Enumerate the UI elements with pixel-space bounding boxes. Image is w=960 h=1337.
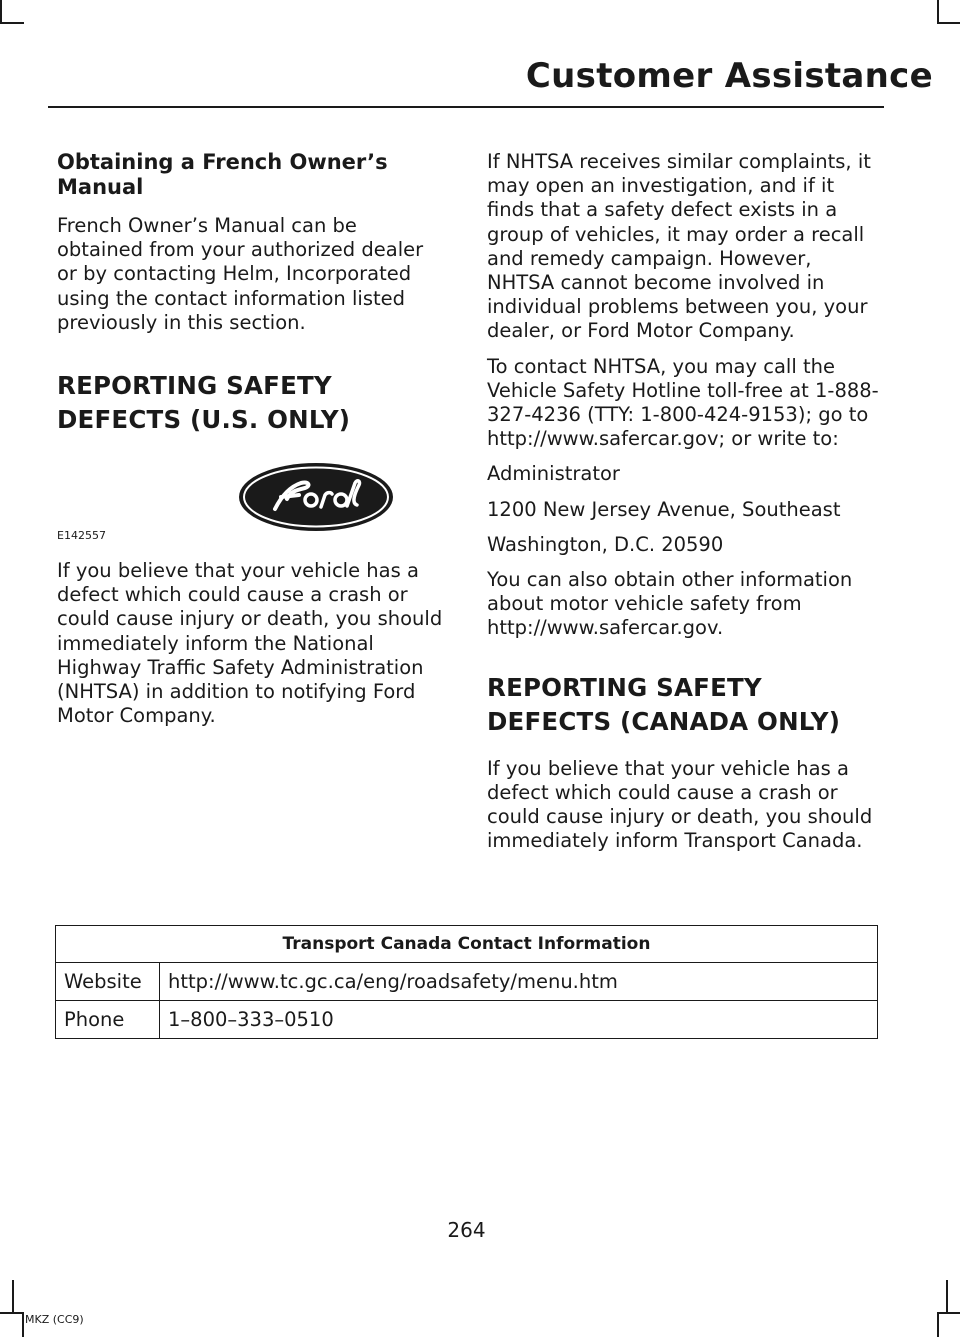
ford-oval-logo-icon xyxy=(237,461,395,533)
table-row xyxy=(56,1001,878,1039)
footer-model-code: MKZ (CC9) xyxy=(25,1313,84,1326)
nhtsa-body: If NHTSA receives similar complaints, it may open an investigation, and if it finds that a safety defect exists in a group of vehicles, it may order a recall and remedy campaign. However, NHTSA cannot become involved in individual problems between you, your dealer, or Ford Motor Company. xyxy=(487,150,871,343)
table-title: Transport Canada Contact Information xyxy=(56,926,878,963)
french-manual-body: French Owner’s Manual can be obtained from your authorized dealer or by contacting Helm, Incorporated using the contact information listed previously in this section. xyxy=(57,214,424,334)
canada-defects-body: If you believe that your vehicle has a defect which could cause a crash or could cause injury or death, you should immediately inform Transport Canada. xyxy=(487,756,873,853)
crop-mark xyxy=(0,0,2,24)
french-manual-heading: Obtaining a French Owner’s Manual xyxy=(57,150,388,199)
crop-mark xyxy=(22,1312,24,1337)
website-label: Website xyxy=(56,963,160,1001)
us-defects-body: If you believe that your vehicle has a defect which could cause a crash or could cause injury or death, you should immediately inform the National Highway Traffic Safety Administration (NHTSA) in addition to notifying Ford Motor Company. xyxy=(57,559,443,728)
address-line-1: Administrator xyxy=(487,462,620,486)
crop-mark xyxy=(12,1280,14,1314)
transport-canada-contact-table xyxy=(55,925,878,1039)
address-line-2: 1200 New Jersey Avenue, Southeast xyxy=(487,497,841,521)
address-line-3: Washington, D.C. 20590 xyxy=(487,532,724,556)
table-header-row xyxy=(56,926,878,963)
canada-defects-heading-line1: REPORTING SAFETY xyxy=(487,672,762,702)
phone-value: 1–800–333–0510 xyxy=(160,1001,878,1039)
canada-defects-heading-line2: DEFECTS (CANADA ONLY) xyxy=(487,706,841,736)
crop-mark xyxy=(937,0,939,24)
ford-logo-figure xyxy=(57,449,449,541)
left-column xyxy=(57,150,449,739)
page-title: Customer Assistance xyxy=(525,56,933,96)
crop-mark xyxy=(937,1312,960,1314)
crop-mark xyxy=(0,22,24,24)
header-rule xyxy=(48,106,884,108)
figure-code: E142557 xyxy=(57,529,106,543)
canada-defects-section xyxy=(487,671,879,739)
page-number: 264 xyxy=(447,1218,486,1242)
table-row xyxy=(56,963,878,1001)
safety-info-body: You can also obtain other information about motor vehicle safety from http://www.safercar.gov. xyxy=(487,568,853,640)
crop-mark xyxy=(946,1280,948,1314)
us-defects-heading-line1: REPORTING SAFETY xyxy=(57,371,332,401)
phone-label: Phone xyxy=(56,1001,160,1039)
crop-mark xyxy=(937,1312,939,1337)
right-column xyxy=(487,150,879,864)
nhtsa-contact-body: To contact NHTSA, you may call the Vehicle Safety Hotline toll-free at 1-888-327-4236 (TTY: 1-800-424-9153); go to http://www.safercar.gov; or write to: xyxy=(487,354,879,451)
website-value: http://www.tc.gc.ca/eng/roadsafety/menu.htm xyxy=(160,963,878,1001)
crop-mark xyxy=(937,22,960,24)
us-defects-heading-line2: DEFECTS (U.S. ONLY) xyxy=(57,405,351,435)
us-defects-section xyxy=(57,369,449,437)
